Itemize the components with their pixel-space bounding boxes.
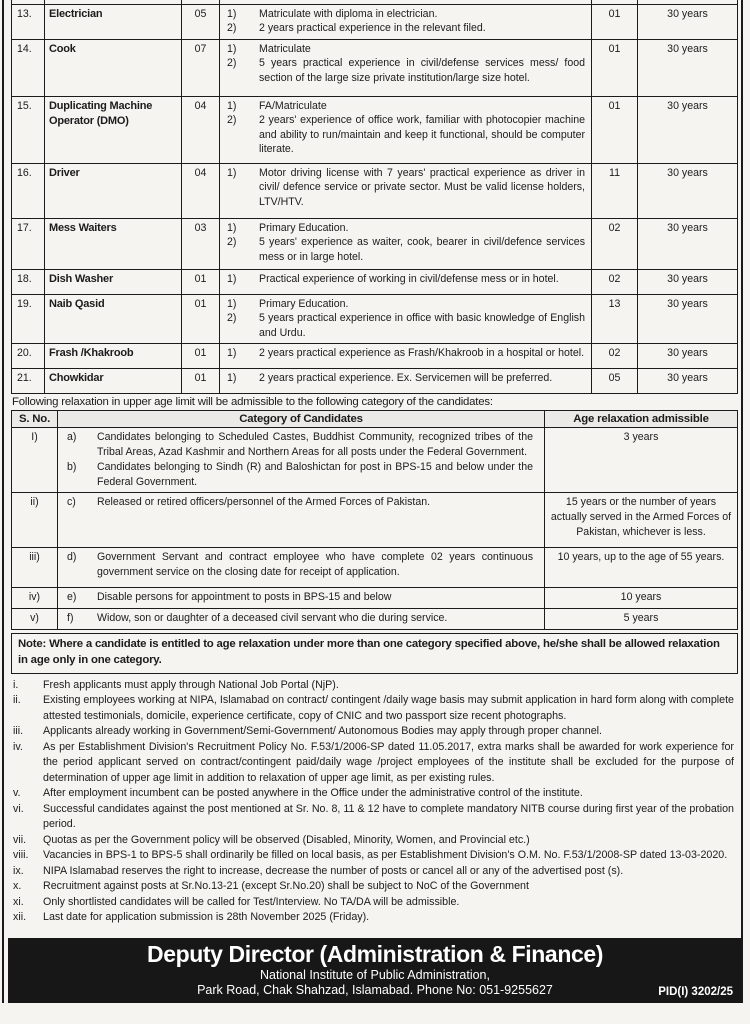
table-row <box>12 270 738 295</box>
job-sno: 21. <box>12 369 45 394</box>
relax-category <box>58 588 545 609</box>
job-post-name: Driver <box>45 164 182 219</box>
item-text: NIPA Islamabad reserves the right to increase, decrease the number of posts or cancel all or any of the advertised post (s). <box>43 864 624 877</box>
job-posts-count: 07 <box>182 40 220 97</box>
header-age: Age relaxation admissible <box>545 411 738 428</box>
qual-number: 2) <box>227 236 237 249</box>
header-category: Category of Candidates <box>58 411 545 428</box>
item-text: After employment incumbent can be posted anywhere in the Office under the administrative control of the institute. <box>43 787 583 800</box>
qual-text: Motor driving license with 7 years' practical experience as driver in civil/ defence service or private sector. Must be valid license holders, LTV/HTV. <box>259 167 585 208</box>
job-age-limit: 30 years <box>638 5 738 40</box>
qual-number: 1) <box>227 298 237 310</box>
job-qualifications <box>220 5 592 40</box>
qual-number: 1) <box>227 100 237 112</box>
job-sno: 17. <box>12 219 45 270</box>
qual-number: 2) <box>227 57 237 70</box>
qual-number: 1) <box>227 8 237 20</box>
job-post-name: Chowkidar <box>45 369 182 394</box>
relax-age: 3 years <box>545 428 738 493</box>
relax-category <box>58 609 545 630</box>
qual-text: 5 years practical experience in office with basic knowledge of English and Urdu. <box>259 312 585 339</box>
job-post-name: Naib Qasid <box>45 295 182 344</box>
job-quota: 05 <box>592 369 638 394</box>
qual-text: Primary Education. <box>259 222 349 234</box>
list-item <box>11 724 738 740</box>
job-sno: 20. <box>12 344 45 369</box>
category-text: Government Servant and contract employee who have complete 02 years continuous government service on the closing date for receipt of application. <box>97 551 533 579</box>
table-row <box>12 548 738 588</box>
job-age-limit: 30 years <box>638 270 738 295</box>
table-row <box>12 344 738 369</box>
item-numeral: iv. <box>13 740 23 753</box>
signature-block <box>8 938 742 1003</box>
category-text: Disable persons for appointment to posts in BPS-15 and below <box>97 591 392 604</box>
job-age-limit: 30 years <box>638 40 738 97</box>
job-quota: 02 <box>592 219 638 270</box>
table-row <box>12 295 738 344</box>
item-numeral: ii. <box>13 694 21 707</box>
table-row <box>12 164 738 219</box>
table-row <box>12 97 738 164</box>
job-qualifications <box>220 344 592 369</box>
table-row <box>12 40 738 97</box>
table-row <box>12 493 738 548</box>
qual-text: Matriculate with diploma in electrician. <box>259 8 438 20</box>
item-numeral: i. <box>13 678 19 691</box>
list-item <box>11 678 738 694</box>
job-sno: 14. <box>12 40 45 97</box>
qual-number: 1) <box>227 372 237 384</box>
header-sno: S. No. <box>12 411 58 428</box>
institute-address: Park Road, Chak Shahzad, Islamabad. Phone No: 051-9255627 <box>197 983 553 998</box>
category-text: Candidates belonging to Sindh (R) and Baloshictan for post in BPS-15 and below under the Federal Government. <box>97 461 533 488</box>
job-posts-count: 04 <box>182 164 220 219</box>
institute-name: National Institute of Public Administration, <box>260 968 490 982</box>
age-relaxation-intro: Following relaxation in upper age limit will be admissible to the following category of the candidates: <box>12 396 493 408</box>
item-text: Applicants already working in Government/Semi-Government/ Autonomous Bodies may apply through proper channel. <box>43 725 603 738</box>
qual-text: 2 years' experience of office work, familiar with photocopier machine and ability to run/maintain and keep it functional, should be computer literate. <box>259 114 585 156</box>
item-text: As per Establishment Division's Recruitment Policy No. F.53/1/2006-SP dated 11.05.2017, extra marks shall be awarded for work experience for the period applicant served on contract/contingent paid/daily wage /project employees of the institute shall be excluded for the purpose of determination of upper age limit in addition to relaxation of upper age limit, as per existing rules. <box>43 740 734 784</box>
qual-text: Matriculate <box>259 43 311 55</box>
list-item <box>11 879 738 895</box>
item-numeral: vii. <box>13 833 27 846</box>
advertisement-content <box>11 0 738 926</box>
category-text: Candidates belonging to Scheduled Castes, Buddhist Community, recognized tribes of the Tribal Areas, Azad Kashmir and Northern Areas for all posts under the Federal Government. <box>97 431 533 458</box>
job-qualifications <box>220 40 592 97</box>
relax-category <box>58 548 545 588</box>
category-letter: b) <box>67 461 77 474</box>
item-numeral: ix. <box>13 864 24 877</box>
item-text: Only shortlisted candidates will be called for Test/Interview. No TA/DA will be admissible. <box>43 895 460 908</box>
job-post-name: Dish Washer <box>45 270 182 295</box>
job-age-limit: 30 years <box>638 344 738 369</box>
job-posts-count: 01 <box>182 270 220 295</box>
relax-sno: iv) <box>12 588 58 609</box>
relax-sno: ii) <box>12 493 58 548</box>
item-text: Last date for application submission is 28th November 2025 (Friday). <box>43 911 370 924</box>
item-text: Fresh applicants must apply through National Job Portal (NjP). <box>43 678 339 691</box>
job-age-limit: 30 years <box>638 164 738 219</box>
job-quota: 01 <box>592 97 638 164</box>
list-item <box>11 895 738 911</box>
job-posts-count: 01 <box>182 295 220 344</box>
qual-text: 2 years practical experience as Frash/Khakroob in a hospital or hotel. <box>259 347 585 359</box>
list-item <box>11 833 738 849</box>
qual-number: 1) <box>227 347 237 359</box>
job-qualifications <box>220 164 592 219</box>
qual-number: 2) <box>227 114 237 127</box>
qual-text: 2 years practical experience in the relevant filed. <box>259 22 486 35</box>
jobs-table <box>11 0 738 394</box>
qual-text: 5 years practical experience in civil/defense services mess/ food section of the large size private institution/large size hotel. <box>259 57 585 84</box>
category-letter: c) <box>67 496 76 509</box>
age-relaxation-table <box>11 410 738 630</box>
list-item <box>11 864 738 880</box>
item-text: Recruitment against posts at Sr.No.13-21 (except Sr.No.20) shall be subject to NoC of the Government <box>43 880 529 893</box>
conditions-list <box>11 678 738 926</box>
category-letter: a) <box>67 431 77 443</box>
job-sno: 13. <box>12 5 45 40</box>
item-numeral: x. <box>13 880 22 893</box>
list-item <box>11 848 738 864</box>
job-quota: 11 <box>592 164 638 219</box>
list-item <box>11 910 738 926</box>
list-item <box>11 740 738 787</box>
job-post-name: Duplicating Machine Operator (DMO) <box>45 97 182 164</box>
table-row <box>12 588 738 609</box>
qual-number: 1) <box>227 273 237 285</box>
relax-age: 15 years or the number of years actually served in the Armed Forces of Pakistan, whichever is less. <box>545 493 738 548</box>
relax-category <box>58 428 545 493</box>
category-text: Widow, son or daughter of a deceased civil servant who die during service. <box>97 612 448 625</box>
job-quota: 01 <box>592 40 638 97</box>
job-quota: 13 <box>592 295 638 344</box>
item-numeral: viii. <box>13 849 29 862</box>
qual-number: 1) <box>227 43 237 55</box>
page-frame-right <box>741 0 743 1003</box>
qual-text: 5 years' experience as waiter, cook, bearer in civil/defence services mess or in large hotel. <box>259 236 585 263</box>
qual-number: 1) <box>227 222 237 234</box>
job-age-limit: 30 years <box>638 97 738 164</box>
page-frame-left <box>2 0 4 1003</box>
item-numeral: iii. <box>13 725 24 738</box>
note-box: Note: Where a candidate is entitled to age relaxation under more than one category specified above, he/she shall be allowed relaxation in age only in one category. <box>11 633 738 674</box>
job-post-name: Cook <box>45 40 182 97</box>
qual-text: 2 years practical experience. Ex. Servicemen will be preferred. <box>259 372 553 384</box>
job-post-name: Electrician <box>45 5 182 40</box>
job-age-limit: 30 years <box>638 295 738 344</box>
job-post-name: Mess Waiters <box>45 219 182 270</box>
table-row <box>12 369 738 394</box>
item-numeral: vi. <box>13 802 24 815</box>
job-posts-count: 03 <box>182 219 220 270</box>
qual-text: Practical experience of working in civil/defense mess or in hotel. <box>259 273 559 285</box>
signatory-title: Deputy Director (Administration & Finance) <box>146 941 604 967</box>
item-text: Quotas as per the Government policy will be observed (Disabled, Minority, Women, and Provincial etc.) <box>43 833 530 846</box>
job-qualifications <box>220 270 592 295</box>
job-posts-count: 04 <box>182 97 220 164</box>
item-text: Vacancies in BPS-1 to BPS-5 shall ordinarily be filled on local basis, as per Establishment Division's O.M. No. F.53/1/2008-SP dated 13-03-2020. <box>43 849 728 862</box>
pid-number: PID(I) 3202/25 <box>658 986 733 998</box>
relax-sno: v) <box>12 609 58 630</box>
job-sno: 16. <box>12 164 45 219</box>
relax-category <box>58 493 545 548</box>
item-text: Successful candidates against the post mentioned at Sr. No. 8, 11 & 12 have to complete mandatory NITB course during first year of the probation period. <box>43 802 734 831</box>
job-qualifications <box>220 369 592 394</box>
job-posts-count: 01 <box>182 369 220 394</box>
item-numeral: xi. <box>13 895 24 908</box>
job-sno: 19. <box>12 295 45 344</box>
relax-age: 10 years, up to the age of 55 years. <box>545 548 738 588</box>
job-qualifications <box>220 219 592 270</box>
qual-number: 2) <box>227 22 237 35</box>
table-row <box>12 5 738 40</box>
job-qualifications <box>220 295 592 344</box>
table-row <box>12 219 738 270</box>
job-posts-count: 05 <box>182 5 220 40</box>
relax-sno: I) <box>12 428 58 493</box>
list-item <box>11 802 738 833</box>
job-quota: 02 <box>592 270 638 295</box>
job-quota: 02 <box>592 344 638 369</box>
relaxation-header-row <box>12 411 738 428</box>
category-letter: f) <box>67 612 74 625</box>
job-quota: 01 <box>592 5 638 40</box>
job-post-name: Frash /Khakroob <box>45 344 182 369</box>
item-text: Existing employees working at NIPA, Islamabad on contract/ contingent /daily wage basis may submit application in hard form along with complete attested testimonials, domicile, experience certificate, copy of CNIC and two passport size recent photographs. <box>43 694 734 722</box>
category-letter: d) <box>67 551 77 564</box>
job-age-limit: 30 years <box>638 369 738 394</box>
qual-text: FA/Matriculate <box>259 100 327 112</box>
qual-number: 2) <box>227 312 237 325</box>
job-posts-count: 01 <box>182 344 220 369</box>
category-letter: e) <box>67 591 77 604</box>
job-qualifications <box>220 97 592 164</box>
qual-number: 1) <box>227 167 237 179</box>
table-row <box>12 609 738 630</box>
qual-text: Primary Education. <box>259 298 349 310</box>
item-numeral: xii. <box>13 911 27 924</box>
list-item <box>11 786 738 802</box>
job-sno: 15. <box>12 97 45 164</box>
list-item <box>11 693 738 724</box>
relax-age: 10 years <box>545 588 738 609</box>
job-age-limit: 30 years <box>638 219 738 270</box>
item-numeral: v. <box>13 787 21 800</box>
relax-sno: iii) <box>12 548 58 588</box>
relax-age: 5 years <box>545 609 738 630</box>
category-text: Released or retired officers/personnel of the Armed Forces of Pakistan. <box>97 496 431 509</box>
table-row <box>12 428 738 493</box>
job-sno: 18. <box>12 270 45 295</box>
